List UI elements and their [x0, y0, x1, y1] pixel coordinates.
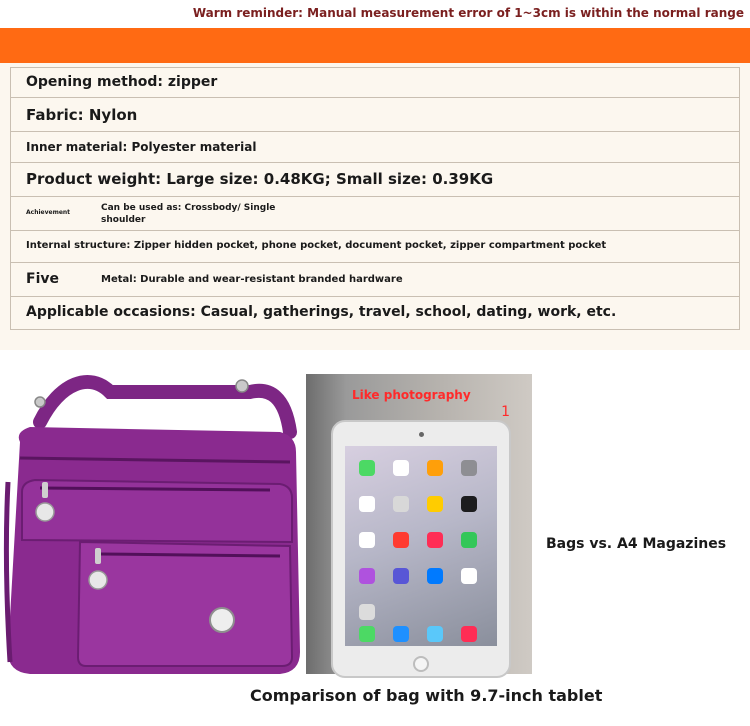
app-icon: [427, 496, 443, 512]
spec-achievement: Achievement: [26, 209, 71, 216]
app-icon: [461, 532, 477, 548]
home-button: [413, 656, 429, 672]
spec-weight: Product weight: Large size: 0.48KG; Small size: 0.39KG: [26, 170, 494, 188]
app-icon: [461, 460, 477, 476]
tablet-screen: [345, 446, 497, 646]
spec-usage: Can be used as: Crossbody/ Single shoulder: [101, 203, 276, 225]
reminder-text: Warm reminder: Manual measurement error of 1~3cm is within the normal range: [192, 6, 744, 20]
app-icon: [359, 568, 375, 584]
spec-row-weight: [11, 163, 739, 197]
spec-row-fabric: [11, 98, 739, 132]
app-icon: [359, 604, 375, 620]
dock-icon: [461, 626, 477, 642]
app-icon: [427, 532, 443, 548]
app-icon: [461, 568, 477, 584]
spec-row-metal: [11, 263, 739, 297]
spec-structure: Internal structure: Zipper hidden pocket, phone pocket, document pocket, zipper compartment pocket: [26, 240, 607, 251]
app-icon: [427, 460, 443, 476]
spec-five: Five: [26, 271, 59, 287]
spec-row-opening: [11, 68, 739, 98]
spec-inner: Inner material: Polyester material: [26, 140, 257, 154]
spec-table: [10, 67, 740, 330]
spec-fabric: Fabric: Nylon: [26, 106, 138, 124]
camera-dot: [419, 432, 424, 437]
spec-metal: Metal: Durable and wear-resistant branded hardware: [101, 274, 403, 285]
app-icon: [427, 568, 443, 584]
magazine-number: 1: [501, 404, 510, 420]
dock-icon: [393, 626, 409, 642]
spec-row-usage: [11, 197, 739, 231]
app-icon: [359, 496, 375, 512]
tablet-image: [331, 420, 511, 678]
app-icon: [359, 460, 375, 476]
caption-tablet-comparison: Comparison of bag with 9.7-inch tablet: [250, 686, 603, 705]
app-icon: [393, 532, 409, 548]
app-icon: [359, 532, 375, 548]
accent-bar: [0, 28, 750, 63]
app-icon: [393, 496, 409, 512]
spec-row-structure: [11, 231, 739, 263]
reminder-banner: [0, 0, 750, 28]
spec-row-inner: [11, 132, 739, 163]
app-icon: [393, 460, 409, 476]
app-icon: [461, 496, 477, 512]
dock-icon: [359, 626, 375, 642]
spec-panel: [0, 63, 750, 350]
magazine-title: Like photography: [352, 388, 471, 402]
spec-row-occasions: [11, 297, 739, 329]
bag-image: [0, 362, 310, 682]
dock-icon: [427, 626, 443, 642]
spec-occasions: Applicable occasions: Casual, gatherings, travel, school, dating, work, etc.: [26, 304, 617, 320]
spec-opening: Opening method: zipper: [26, 74, 218, 90]
app-icon: [393, 568, 409, 584]
caption-magazine-comparison: Bags vs. A4 Magazines: [546, 536, 727, 552]
